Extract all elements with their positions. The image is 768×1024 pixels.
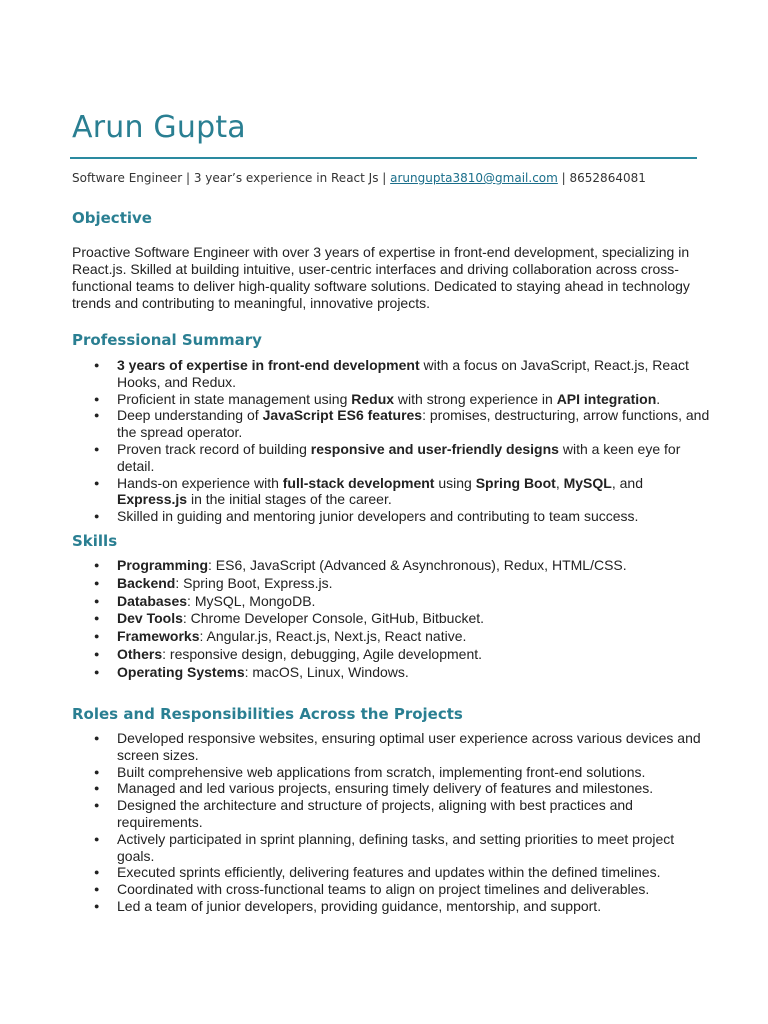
list-item: ● Proven track record of building responsive and user-friendly designs with a keen eye for detail. [72, 441, 712, 475]
list-item: ● Frameworks: Angular.js, React.js, Next.js, React native. [72, 628, 712, 646]
list-item: ● Databases: MySQL, MongoDB. [72, 593, 712, 611]
list-item: ● Deep understanding of JavaScript ES6 features: promises, destructuring, arrow functions, and the spread operator. [72, 407, 712, 441]
list-item: ● Operating Systems: macOS, Linux, Windows. [72, 664, 712, 682]
objective-text: Proactive Software Engineer with over 3 years of expertise in front-end development, specializing in React.js. Skilled at building intuitive, user-centric interfaces and driving collaboration across cross-functional teams to deliver high-quality software solutions. Dedicated to staying ahead in technology trends and contributing to meaningful, innovative projects. [72, 244, 690, 311]
list-item: ● Managed and led various projects, ensuring timely delivery of features and milestones. [72, 780, 712, 797]
objective-heading: Objective [72, 209, 152, 227]
list-item: ● Proficient in state management using Redux with strong experience in API integration. [72, 391, 712, 408]
header-divider [70, 157, 697, 159]
list-item: ● Hands-on experience with full-stack development using Spring Boot, MySQL, and Express.js in the initial stages of the career. [72, 475, 712, 509]
professional-summary-heading: Professional Summary [72, 331, 262, 349]
list-item: ● Led a team of junior developers, providing guidance, mentorship, and support. [72, 898, 712, 915]
list-item: ● Others: responsive design, debugging, Agile development. [72, 646, 712, 664]
list-item: ● Dev Tools: Chrome Developer Console, GitHub, Bitbucket. [72, 610, 712, 628]
list-item: ● Coordinated with cross-functional teams to align on project timelines and deliverables. [72, 881, 712, 898]
experience-text: 3 year’s experience in React Js [193, 171, 379, 185]
job-title: Software Engineer [72, 171, 183, 185]
list-item: ● Skilled in guiding and mentoring junior developers and contributing to team success. [72, 508, 712, 525]
skills-list [72, 557, 712, 682]
roles-heading: Roles and Responsibilities Across the Projects [72, 705, 463, 723]
phone-number: 8652864081 [569, 171, 646, 185]
list-item: ● Programming: ES6, JavaScript (Advanced & Asynchronous), Redux, HTML/CSS. [72, 557, 712, 575]
list-item: ● Developed responsive websites, ensuring optimal user experience across various devices and screen sizes. [72, 730, 712, 764]
candidate-name: Arun Gupta [72, 110, 246, 145]
list-item: ● Backend: Spring Boot, Express.js. [72, 575, 712, 593]
list-item: ● Actively participated in sprint planning, defining tasks, and setting priorities to meet project goals. [72, 831, 712, 865]
contact-line: Software Engineer | 3 year’s experience in React Js | arungupta3810@gmail.com | 8652864081 [72, 171, 646, 185]
email-link[interactable]: arungupta3810@gmail.com [390, 171, 558, 185]
list-item: ● 3 years of expertise in front-end development with a focus on JavaScript, React.js, React Hooks, and Redux. [72, 357, 712, 391]
list-item: ● Executed sprints efficiently, delivering features and updates within the defined timelines. [72, 864, 712, 881]
list-item: ● Designed the architecture and structure of projects, aligning with best practices and requirements. [72, 797, 712, 831]
list-item: ● Built comprehensive web applications from scratch, implementing front-end solutions. [72, 764, 712, 781]
skills-heading: Skills [72, 532, 118, 550]
professional-summary-list [72, 357, 712, 525]
roles-list [72, 730, 712, 915]
